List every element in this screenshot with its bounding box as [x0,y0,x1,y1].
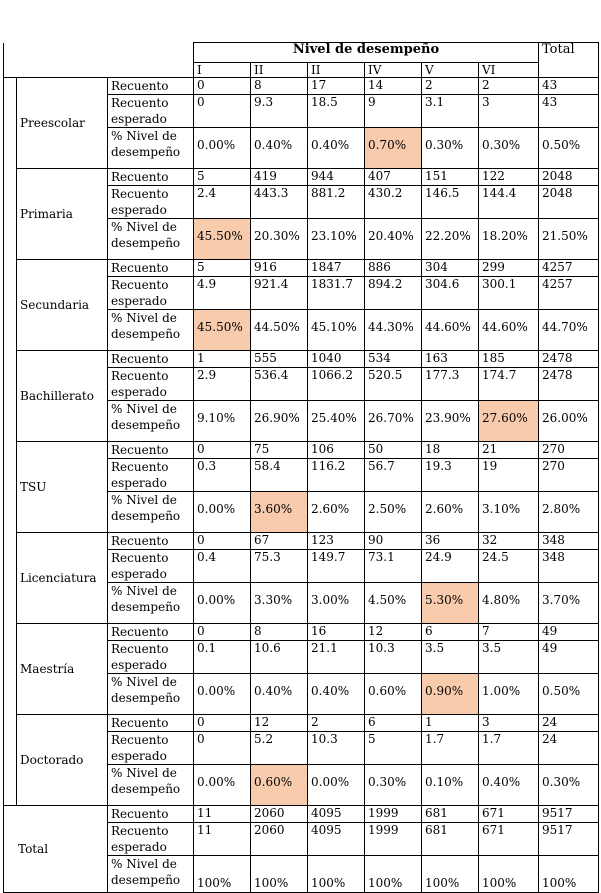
metric-label: % Nivel de desempeño [108,219,194,260]
value-cell: 23.10% [308,219,365,260]
value-cell: 4.9 [194,277,251,310]
value-cell: 8 [251,78,308,95]
education-level-label: TSU [17,442,108,533]
value-cell: 2.50% [365,492,422,533]
value-cell: 16 [308,624,365,641]
value-cell: 163 [422,351,479,368]
metric-label: Recuento [108,78,194,95]
total-cell: 3.70% [539,583,599,624]
value-cell: 44.60% [422,310,479,351]
metric-label: % Nivel de desempeño [108,583,194,624]
total-cell: 49 [539,624,599,641]
level-header: VI [479,63,539,78]
value-cell: 1.7 [479,732,539,765]
value-cell: 304 [422,260,479,277]
value-cell: 6 [365,715,422,732]
value-cell: 5 [365,732,422,765]
value-cell: 0 [194,78,251,95]
value-cell: 26.90% [251,401,308,442]
value-cell: 3.5 [422,641,479,674]
metric-label: % Nivel de desempeño [108,492,194,533]
value-cell: 0 [194,732,251,765]
value-cell: 1999 [365,806,422,823]
value-cell: 21 [479,442,539,459]
value-cell: 944 [308,169,365,186]
table-row [4,78,599,95]
value-cell: 100% [308,856,365,893]
total-label: Total [4,806,108,893]
value-cell: 10.3 [308,732,365,765]
value-cell: 3.1 [422,95,479,128]
table-body [4,78,599,893]
value-cell: 1 [422,715,479,732]
value-cell: 681 [422,806,479,823]
education-level-label: Doctorado [17,715,108,806]
value-cell: 0.40% [251,674,308,715]
value-cell: 3 [479,715,539,732]
value-cell: 19 [479,459,539,492]
value-cell: 555 [251,351,308,368]
metric-label: Recuento [108,715,194,732]
total-cell: 270 [539,442,599,459]
total-cell: 4257 [539,260,599,277]
value-cell: 3.60% [251,492,308,533]
value-cell: 23.90% [422,401,479,442]
value-cell: 534 [365,351,422,368]
education-level-label: Maestría [17,624,108,715]
value-cell: 26.70% [365,401,422,442]
level-header: IV [365,63,422,78]
total-cell: 21.50% [539,219,599,260]
metric-label: Recuento esperado [108,95,194,128]
value-cell: 300.1 [479,277,539,310]
total-cell: 100% [539,856,599,893]
total-cell: 4257 [539,277,599,310]
value-cell: 3.30% [251,583,308,624]
value-cell: 921.4 [251,277,308,310]
value-cell: 4095 [308,823,365,856]
metric-label: % Nivel de desempeño [108,401,194,442]
value-cell: 0.70% [365,128,422,169]
value-cell: 100% [422,856,479,893]
value-cell: 73.1 [365,550,422,583]
value-cell: 2.9 [194,368,251,401]
value-cell: 894.2 [365,277,422,310]
metric-label: Recuento esperado [108,823,194,856]
total-cell: 9517 [539,806,599,823]
metric-label: Recuento [108,624,194,641]
value-cell: 299 [479,260,539,277]
metric-label: % Nivel de desempeño [108,310,194,351]
value-cell: 11 [194,823,251,856]
total-cell: 348 [539,550,599,583]
value-cell: 1831.7 [308,277,365,310]
value-cell: 1999 [365,823,422,856]
table-row [4,533,599,550]
metric-label: Recuento [108,533,194,550]
value-cell: 2.60% [308,492,365,533]
value-cell: 45.50% [194,219,251,260]
value-cell: 45.50% [194,310,251,351]
value-cell: 0.40% [251,128,308,169]
table-row [4,169,599,186]
value-cell: 881.2 [308,186,365,219]
value-cell: 2060 [251,823,308,856]
metric-label: % Nivel de desempeño [108,856,194,893]
value-cell: 1847 [308,260,365,277]
value-cell: 11 [194,806,251,823]
value-cell: 0.4 [194,550,251,583]
value-cell: 0 [194,624,251,641]
table-row [4,351,599,368]
value-cell: 3 [479,95,539,128]
value-cell: 5.2 [251,732,308,765]
value-cell: 0.40% [308,674,365,715]
value-cell: 443.3 [251,186,308,219]
metric-label: Recuento [108,442,194,459]
level-header: V [422,63,479,78]
total-cell: 0.30% [539,765,599,806]
value-cell: 44.30% [365,310,422,351]
value-cell: 8 [251,624,308,641]
table-row [4,806,599,823]
metric-label: Recuento esperado [108,186,194,219]
value-cell: 3.10% [479,492,539,533]
value-cell: 430.2 [365,186,422,219]
value-cell: 151 [422,169,479,186]
metric-label: Recuento [108,806,194,823]
value-cell: 106 [308,442,365,459]
value-cell: 9.10% [194,401,251,442]
value-cell: 7 [479,624,539,641]
value-cell: 122 [479,169,539,186]
value-cell: 20.30% [251,219,308,260]
value-cell: 100% [479,856,539,893]
metric-label: Recuento esperado [108,732,194,765]
value-cell: 4.50% [365,583,422,624]
value-cell: 0.00% [194,492,251,533]
value-cell: 0 [194,715,251,732]
value-cell: 0.30% [365,765,422,806]
value-cell: 5.30% [422,583,479,624]
value-cell: 20.40% [365,219,422,260]
total-cell: 9517 [539,823,599,856]
total-cell: 270 [539,459,599,492]
value-cell: 0.1 [194,641,251,674]
value-cell: 3.5 [479,641,539,674]
value-cell: 14 [365,78,422,95]
value-cell: 0.40% [308,128,365,169]
value-cell: 0.00% [194,128,251,169]
value-cell: 671 [479,806,539,823]
value-cell: 0.30% [479,128,539,169]
education-level-label: Primaria [17,169,108,260]
value-cell: 2 [422,78,479,95]
value-cell: 56.7 [365,459,422,492]
education-level-label: Bachillerato [17,351,108,442]
total-cell: 43 [539,95,599,128]
value-cell: 304.6 [422,277,479,310]
education-level-label: Secundaria [17,260,108,351]
value-cell: 18 [422,442,479,459]
value-cell: 24.5 [479,550,539,583]
group-title: Nivel de desempeño [194,43,539,63]
value-cell: 58.4 [251,459,308,492]
value-cell: 0.00% [194,674,251,715]
education-level-label: Preescolar [17,78,108,169]
value-cell: 9 [365,95,422,128]
value-cell: 419 [251,169,308,186]
corner-cell [4,43,194,78]
total-cell: 2478 [539,368,599,401]
value-cell: 0.10% [422,765,479,806]
value-cell: 6 [422,624,479,641]
value-cell: 18.20% [479,219,539,260]
value-cell: 520.5 [365,368,422,401]
level-header: I [194,63,251,78]
value-cell: 0.40% [479,765,539,806]
value-cell: 681 [422,823,479,856]
value-cell: 2.60% [422,492,479,533]
value-cell: 10.3 [365,641,422,674]
value-cell: 671 [479,823,539,856]
value-cell: 0 [194,533,251,550]
total-cell: 2478 [539,351,599,368]
value-cell: 174.7 [479,368,539,401]
value-cell: 407 [365,169,422,186]
value-cell: 0.00% [194,765,251,806]
value-cell: 24.9 [422,550,479,583]
value-cell: 0.3 [194,459,251,492]
total-cell: 0.50% [539,674,599,715]
value-cell: 0 [194,442,251,459]
value-cell: 27.60% [479,401,539,442]
value-cell: 0.60% [251,765,308,806]
value-cell: 1066.2 [308,368,365,401]
value-cell: 12 [251,715,308,732]
value-cell: 0 [194,95,251,128]
value-cell: 2060 [251,806,308,823]
value-cell: 536.4 [251,368,308,401]
value-cell: 1.7 [422,732,479,765]
table-row [4,442,599,459]
value-cell: 36 [422,533,479,550]
value-cell: 0.30% [422,128,479,169]
crosstab-table [3,42,599,893]
metric-label: Recuento esperado [108,641,194,674]
value-cell: 100% [365,856,422,893]
metric-label: Recuento esperado [108,368,194,401]
total-cell: 2.80% [539,492,599,533]
total-cell: 24 [539,732,599,765]
total-cell: 43 [539,78,599,95]
indent-spacer [4,78,17,806]
metric-label: Recuento esperado [108,277,194,310]
value-cell: 886 [365,260,422,277]
value-cell: 185 [479,351,539,368]
value-cell: 4.80% [479,583,539,624]
value-cell: 916 [251,260,308,277]
value-cell: 18.5 [308,95,365,128]
level-header: II [251,63,308,78]
total-cell: 348 [539,533,599,550]
value-cell: 10.6 [251,641,308,674]
value-cell: 100% [194,856,251,893]
value-cell: 177.3 [422,368,479,401]
value-cell: 1040 [308,351,365,368]
metric-label: % Nivel de desempeño [108,765,194,806]
metric-label: Recuento [108,169,194,186]
metric-label: Recuento [108,351,194,368]
value-cell: 32 [479,533,539,550]
value-cell: 3.00% [308,583,365,624]
value-cell: 123 [308,533,365,550]
value-cell: 144.4 [479,186,539,219]
value-cell: 12 [365,624,422,641]
value-cell: 75.3 [251,550,308,583]
value-cell: 116.2 [308,459,365,492]
value-cell: 67 [251,533,308,550]
metric-label: Recuento esperado [108,459,194,492]
value-cell: 44.50% [251,310,308,351]
table-row [4,260,599,277]
value-cell: 44.60% [479,310,539,351]
total-cell: 2048 [539,169,599,186]
value-cell: 90 [365,533,422,550]
value-cell: 19.3 [422,459,479,492]
total-header: Total [539,43,599,78]
value-cell: 17 [308,78,365,95]
value-cell: 4095 [308,806,365,823]
value-cell: 146.5 [422,186,479,219]
education-level-label: Licenciatura [17,533,108,624]
value-cell: 22.20% [422,219,479,260]
value-cell: 75 [251,442,308,459]
value-cell: 5 [194,169,251,186]
table-row [4,715,599,732]
value-cell: 0.00% [194,583,251,624]
value-cell: 5 [194,260,251,277]
total-cell: 26.00% [539,401,599,442]
value-cell: 1.00% [479,674,539,715]
metric-label: % Nivel de desempeño [108,128,194,169]
table-row [4,624,599,641]
value-cell: 50 [365,442,422,459]
value-cell: 0.60% [365,674,422,715]
value-cell: 100% [251,856,308,893]
value-cell: 2.4 [194,186,251,219]
value-cell: 0.90% [422,674,479,715]
value-cell: 0.00% [308,765,365,806]
value-cell: 2 [479,78,539,95]
total-cell: 0.50% [539,128,599,169]
metric-label: % Nivel de desempeño [108,674,194,715]
metric-label: Recuento [108,260,194,277]
total-cell: 24 [539,715,599,732]
total-cell: 49 [539,641,599,674]
value-cell: 149.7 [308,550,365,583]
value-cell: 45.10% [308,310,365,351]
metric-label: Recuento esperado [108,550,194,583]
value-cell: 9.3 [251,95,308,128]
value-cell: 2 [308,715,365,732]
total-cell: 2048 [539,186,599,219]
value-cell: 21.1 [308,641,365,674]
value-cell: 1 [194,351,251,368]
total-cell: 44.70% [539,310,599,351]
value-cell: 25.40% [308,401,365,442]
level-header: II [308,63,365,78]
